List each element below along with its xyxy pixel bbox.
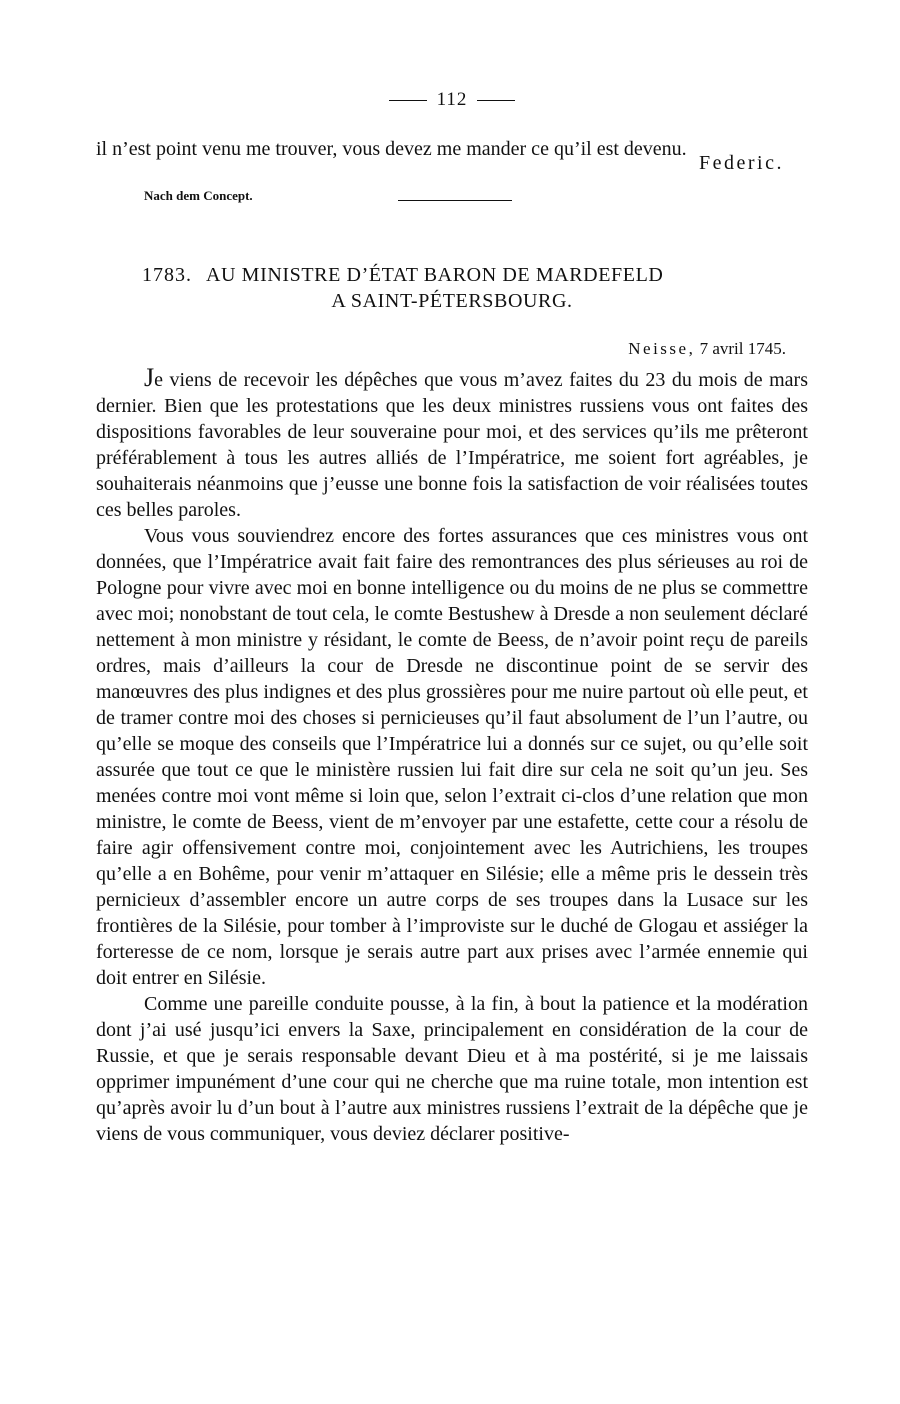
left-dash	[389, 100, 427, 101]
letter-body	[96, 365, 808, 1147]
letter-number: 1783.	[142, 264, 192, 286]
initial-letter: J	[144, 363, 155, 392]
heading-text-1: AU MINISTRE D’ÉTAT BARON DE MARDEFELD	[206, 264, 664, 286]
right-dash	[477, 100, 515, 101]
source-note: Nach dem Concept.	[144, 188, 253, 203]
place: Neisse,	[628, 339, 696, 358]
heading-line-2: A SAINT-PÉTERSBOURG.	[331, 290, 573, 312]
page-number: 112	[436, 89, 468, 110]
paragraph-1	[96, 365, 808, 523]
book-page	[96, 84, 808, 1147]
paragraph-1-text: e viens de recevoir les dépêches que vous m’avez faites du 23 du mois de mars dernier. Bien que les protestations que les deux ministres russiens vous ont faites des dispositions favorables de leur souveraine pour moi, et des services qu’ils me prêteront préférablement à tous les autres alliés de l’Impératrice, me soient fort agréables, je souhaiterais néanmoins que j’eusse une bonne fois la satisfaction de voir réalisées toutes ces belles paroles.	[96, 369, 808, 521]
running-head	[96, 84, 808, 116]
signature: Federic.	[699, 152, 784, 174]
paragraph-2: Vous vous souviendrez encore des fortes assurances que ces ministres vous ont données, que l’Impératrice avait fait faire des remontrances des plus sérieuses au roi de Pologne pour vivre avec moi en bonne intelligence ou du moins de ne plus se commettre avec moi; nonobstant de tout cela, le comte Bestushew à Dresde a non seulement déclaré nettement à mon ministre y résidant, le comte de Beess, de n’avoir point reçu de pareils ordres, mais d’ailleurs la cour de Dresde ne discontinue point de se servir des manœuvres des plus indignes et des plus grossières pour me nuire partout où elle peut, et de tramer contre moi des choses si pernicieuses qu’il faut absolument de l’un l’autre, ou qu’elle se moque des conseils que l’Impératrice lui a donnés sur ce sujet, ou qu’elle soit assurée que tout ce que le ministère russien lui fait dire sur cela ne soit qu’un jeu. Ses menées contre moi vont même si loin que, selon l’extrait ci-clos d’une relation que mon ministre, le comte de Beess, vient de m’envoyer par une estafette, cette cour a résolu de faire agir offensivement contre moi, conjointement avec les Autrichiens, les troupes qu’elle a en Bohême, pour venir m’attaquer en Silésie; elle a même pris le dessein très pernicieux d’assembler encore un autre corps de ses troupes dans la Lusace sur les frontières de la Silésie, pour tomber à l’improviste sur le duché de Glogau et assiéger la forteresse de ce nom, lorsque je serais autre part aux prises avec l’armée ennemie qui doit entrer en Silésie.	[96, 525, 808, 989]
letter-heading	[96, 262, 808, 314]
carryover-paragraph: il n’est point venu me trouver, vous devez me mander ce qu’il est devenu.	[96, 138, 687, 160]
heading-line-1	[96, 262, 808, 288]
source-row	[96, 188, 808, 212]
paragraph-3: Comme une pareille conduite pousse, à la fin, à bout la patience et la modération dont j’ai usé jusqu’ici envers la Saxe, principalement en considération de la cour de Russie, et que je serais responsable devant Dieu et à ma postérité, si je me laissais opprimer impunément d’une cour qui ne cherche que ma ruine totale, mon intention est qu’après avoir lu d’un bout à l’autre aux ministres russiens l’extrait de la dépêche que je viens de vous communiquer, vous deviez déclarer positive-	[96, 993, 808, 1145]
dateline	[96, 336, 808, 362]
date: 7 avril 1745.	[699, 339, 786, 358]
separator-rule	[398, 200, 512, 201]
